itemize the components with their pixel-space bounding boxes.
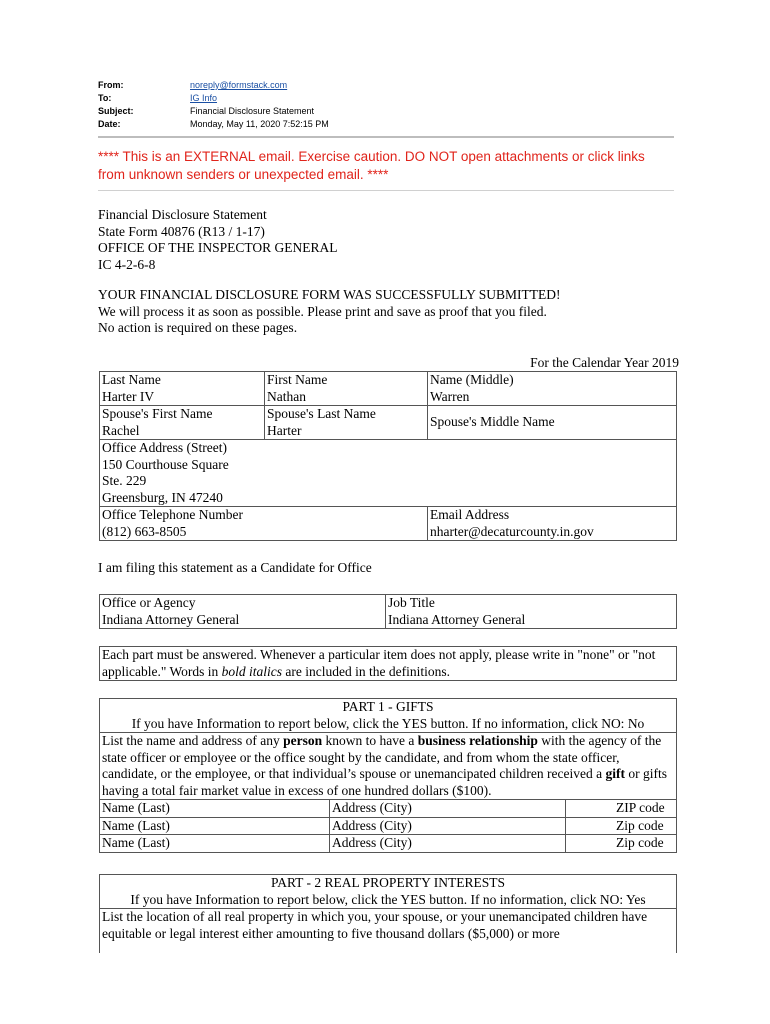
email-value: nharter@decaturcounty.in.gov — [430, 523, 594, 539]
last-name-value: Harter IV — [102, 388, 155, 404]
external-email-warning: **** This is an EXTERNAL email. Exercise caution. DO NOT open attachments or click links from unknown senders or unexpected email. **** — [98, 149, 645, 182]
spouse-last-cell — [265, 406, 428, 440]
form-number: State Form 40876 (R13 / 1-17) — [98, 223, 265, 239]
part1-desc-text: known to have a — [322, 733, 418, 748]
part1-desc-bold-business: business relationship — [417, 733, 538, 748]
date-value: Monday, May 11, 2020 7:52:15 PM — [190, 119, 329, 129]
form-header — [98, 207, 338, 273]
part1-title: PART 1 - GIFTS — [342, 699, 434, 714]
date-label: Date: — [98, 119, 121, 129]
office-name: OFFICE OF THE INSPECTOR GENERAL — [98, 240, 338, 255]
part1-table — [99, 698, 677, 853]
middle-name-cell — [428, 372, 677, 406]
table-row — [100, 817, 677, 835]
first-name-cell — [265, 372, 428, 406]
part1-prompt: If you have Information to report below, click the YES button. If no information, click NO: No — [131, 715, 645, 731]
header-divider — [98, 136, 674, 138]
gift-zip-label: Zip code — [566, 835, 677, 853]
office-address-label: Office Address (Street) — [102, 440, 227, 455]
agency-value: Indiana Attorney General — [102, 611, 240, 627]
calendar-year: For the Calendar Year 2019 — [530, 355, 679, 370]
gift-name-label: Name (Last) — [100, 800, 330, 818]
last-name-cell — [100, 372, 265, 406]
job-title-cell — [386, 595, 677, 629]
phone-label: Office Telephone Number — [102, 507, 244, 522]
to-label: To: — [98, 93, 112, 103]
job-title-value: Indiana Attorney General — [388, 611, 526, 627]
filing-status: I am filing this statement as a Candidate for Office — [98, 560, 372, 575]
phone-value: (812) 663-8505 — [102, 523, 187, 539]
to-link[interactable]: IG Info — [190, 93, 218, 103]
spouse-first-value: Rachel — [102, 422, 140, 438]
part2-description: List the location of all real property in which you, your spouse, or your unemancipated children have equitable or legal interest either amounting to five thousand dollars ($5,000) or more — [100, 909, 677, 954]
office-address-line1: 150 Courthouse Square — [102, 456, 229, 472]
part1-desc-text: with the agency of the state officer or employee or the office sought by the candidate, and from whom the state officer, candidate, or the employee, or that individual’s spouse or unemancipated children received a — [102, 733, 662, 781]
table-row — [100, 800, 677, 818]
subject-label: Subject: — [98, 106, 134, 116]
part1-description — [100, 733, 677, 800]
instructions-text-end: are included in the definitions. — [282, 663, 450, 679]
gift-zip-label: ZIP code — [566, 800, 677, 818]
gift-zip-label: Zip code — [566, 817, 677, 835]
personal-info-table — [99, 371, 677, 541]
instructions-italic: bold italics — [221, 663, 283, 679]
part1-desc-text: List the name and address of any — [102, 733, 284, 748]
instructions-cell — [100, 647, 677, 681]
part2-title: PART - 2 REAL PROPERTY INTERESTS — [270, 875, 506, 890]
office-table — [99, 594, 677, 629]
middle-name-label: Name (Middle) — [430, 372, 514, 387]
office-address-line2: Ste. 229 — [102, 473, 147, 488]
gift-address-label: Address (City) — [330, 800, 566, 818]
job-title-label: Job Title — [388, 595, 435, 610]
gift-name-label: Name (Last) — [100, 817, 330, 835]
statute-ref: IC 4-2-6-8 — [98, 256, 156, 272]
confirmation-heading: YOUR FINANCIAL DISCLOSURE FORM WAS SUCCESSFULLY SUBMITTED! — [98, 287, 561, 302]
spouse-middle-cell — [428, 406, 677, 440]
from-label: From: — [98, 80, 124, 90]
spouse-first-label: Spouse's First Name — [102, 406, 213, 421]
email-cell — [428, 507, 677, 541]
part1-desc-text: or gifts having a total fair market value in excess of one hundred dollars ($100). — [102, 766, 667, 798]
last-name-label: Last Name — [102, 372, 161, 387]
first-name-value: Nathan — [267, 388, 306, 404]
agency-label: Office or Agency — [102, 595, 196, 610]
part2-header-cell — [100, 875, 677, 909]
gift-address-label: Address (City) — [330, 817, 566, 835]
phone-cell — [100, 507, 428, 541]
agency-cell — [100, 595, 386, 629]
confirmation-process: We will process it as soon as possible. Please print and save as proof that you filed. — [98, 303, 547, 319]
confirmation — [98, 287, 560, 337]
office-address-line3: Greensburg, IN 47240 — [102, 489, 223, 505]
part1-desc-bold-gift: gift — [605, 766, 625, 781]
spouse-last-value: Harter — [267, 422, 302, 438]
office-address-cell — [100, 440, 677, 507]
part1-header-cell — [100, 699, 677, 733]
spouse-middle-label: Spouse's Middle Name — [430, 414, 555, 430]
table-row — [100, 835, 677, 853]
subject-value: Financial Disclosure Statement — [190, 106, 315, 116]
email-label: Email Address — [430, 507, 510, 522]
spouse-last-label: Spouse's Last Name — [267, 406, 376, 421]
part2-prompt: If you have Information to report below, click the YES button. If no information, click NO: Yes — [130, 891, 646, 907]
first-name-label: First Name — [267, 372, 328, 387]
part2-table — [99, 874, 677, 953]
middle-name-value: Warren — [430, 388, 470, 404]
confirmation-no-action: No action is required on these pages. — [98, 320, 298, 335]
spouse-first-cell — [100, 406, 265, 440]
gift-address-label: Address (City) — [330, 835, 566, 853]
form-title: Financial Disclosure Statement — [98, 207, 267, 222]
instructions-text: Each part must be answered. Whenever a particular item does not apply, please write in "none" or "not applicable." Words in — [102, 647, 656, 679]
from-link[interactable]: noreply@formstack.com — [190, 80, 288, 90]
gift-name-label: Name (Last) — [100, 835, 330, 853]
warning-divider — [98, 190, 674, 191]
instructions-table — [99, 646, 677, 681]
part1-desc-bold-person: person — [283, 733, 323, 748]
